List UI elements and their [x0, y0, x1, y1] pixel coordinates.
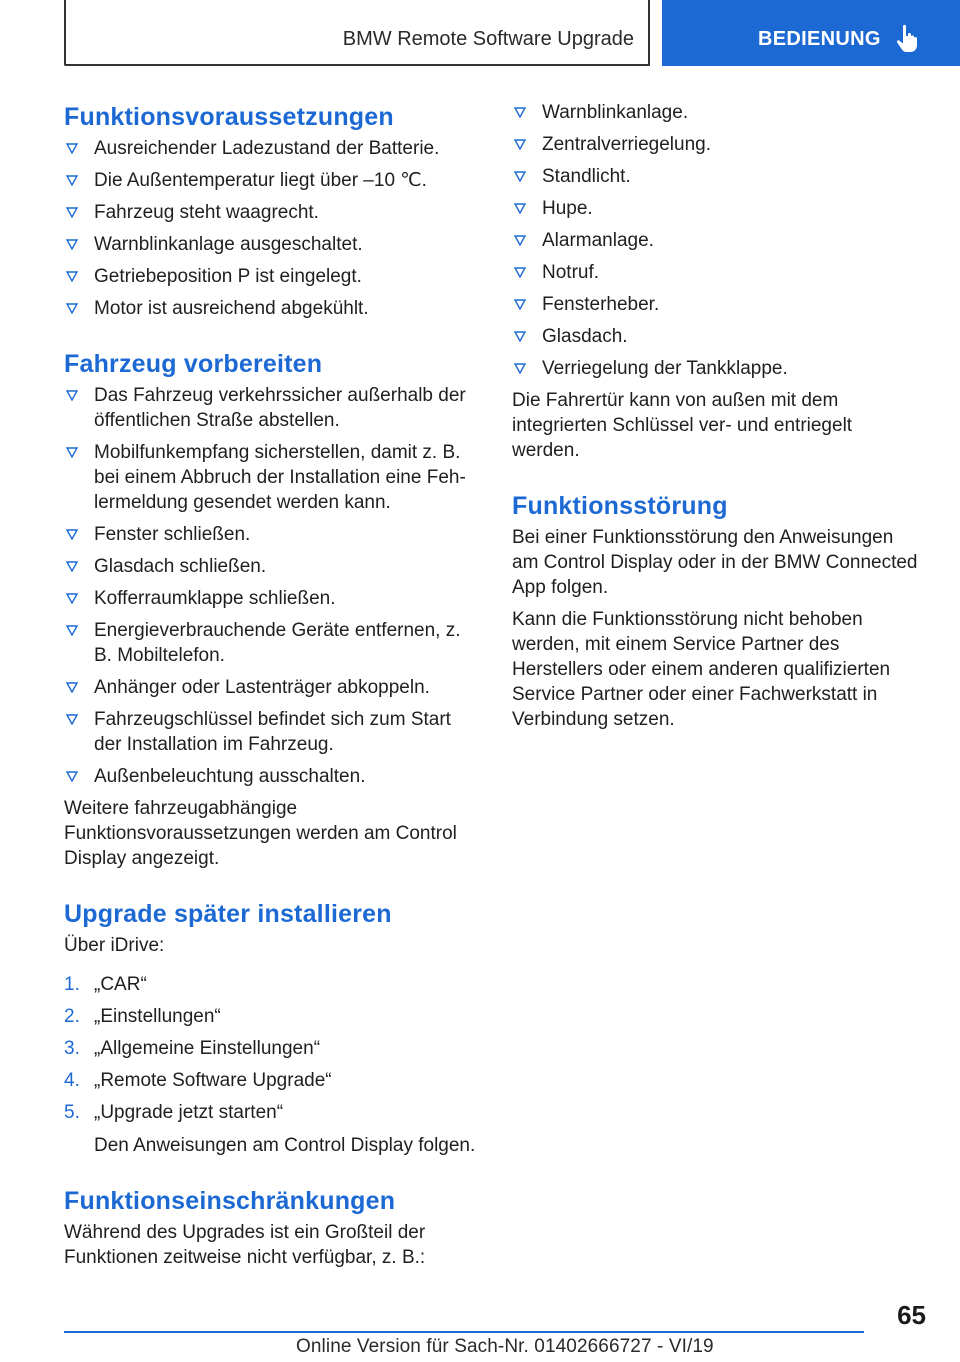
triangle-bullet-icon	[66, 271, 78, 282]
triangle-bullet-icon	[66, 561, 78, 572]
paragraph-idrive: Über iDrive:	[64, 935, 165, 956]
list-item: Glasdach.	[512, 324, 924, 349]
triangle-bullet-icon	[514, 267, 526, 278]
triangle-bullet-icon	[514, 299, 526, 310]
paragraph-further-requirements: Weitere fahrzeugabhängige Funktionsvoraussetzungen werden am Control Display angezeigt.	[64, 798, 457, 869]
triangle-bullet-icon	[514, 203, 526, 214]
triangle-bullet-icon	[66, 625, 78, 636]
step-item: 4. „Remote Software Upgrade“	[64, 1070, 332, 1091]
list-item: Warnblinkanlage ausgeschaltet.	[64, 232, 478, 257]
triangle-bullet-icon	[66, 682, 78, 693]
list-item: Fahrzeugschlüssel befindet sich zum Start der Installation im Fahrzeug.	[64, 707, 478, 757]
paragraph-restrictions: Während des Upgrades ist ein Großteil der Funktionen zeitweise nicht verfügbar, z. B.:	[64, 1222, 426, 1268]
paragraph-driver-door: Die Fahrertür kann von außen mit dem integrierten Schlüssel ver- und entriegelt werden.	[512, 390, 853, 461]
step-item: 3. „Allgemeine Einstellungen“	[64, 1038, 321, 1059]
heading-funktionseinschraenkungen: Funktionseinschränkungen	[64, 1187, 396, 1215]
heading-fahrzeug-vorbereiten: Fahrzeug vorbereiten	[64, 350, 323, 378]
list-item: Glasdach schließen.	[64, 554, 478, 579]
step-item: 5. „Upgrade jetzt starten“ Den Anweisungen am Control Display folgen.	[64, 1100, 478, 1158]
triangle-bullet-icon	[514, 107, 526, 118]
pointing-hand-icon	[895, 24, 921, 54]
step-sub-text: Den Anweisungen am Control Display folgen.	[94, 1135, 476, 1156]
paragraph-malfunction-instructions: Bei einer Funktionsstörung den Anweisungen am Control Display oder in der BMW Connected App folgen.	[512, 527, 918, 598]
list-item: Motor ist ausreichend abgekühlt.	[64, 296, 478, 321]
list-item: Anhänger oder Lastenträger abkoppeln.	[64, 675, 478, 700]
list-item: Notruf.	[512, 260, 924, 285]
list-item: Mobilfunkempfang sicherstellen, damit z. B. bei einem Abbruch der Installation eine Fehlermeldung gesendet werden kann.	[64, 440, 478, 515]
triangle-bullet-icon	[66, 143, 78, 154]
triangle-bullet-icon	[66, 714, 78, 725]
triangle-bullet-icon	[514, 363, 526, 374]
triangle-bullet-icon	[66, 239, 78, 250]
list-item: Verriegelung der Tankklappe.	[512, 356, 924, 381]
list-item: Außenbeleuchtung ausschalten.	[64, 764, 478, 789]
header-section-label: BEDIENUNG	[758, 28, 881, 50]
footer-text: Online Version für Sach-Nr. 01402666727 - VI/19	[296, 1336, 714, 1357]
triangle-bullet-icon	[66, 303, 78, 314]
triangle-bullet-icon	[66, 390, 78, 401]
list-item: Getriebeposition P ist eingelegt.	[64, 264, 478, 289]
triangle-bullet-icon	[66, 207, 78, 218]
steps-list	[64, 972, 478, 1158]
list-item: Die Außentemperatur liegt über –10 ℃.	[64, 168, 478, 193]
list-item: Kofferraumklappe schließen.	[64, 586, 478, 611]
list-item: Fensterheber.	[512, 292, 924, 317]
page-number: 65	[897, 1300, 926, 1330]
footer-divider	[64, 1331, 864, 1333]
triangle-bullet-icon	[66, 447, 78, 458]
triangle-bullet-icon	[66, 529, 78, 540]
requirements-list	[64, 136, 478, 321]
heading-funktionsstoerung: Funktionsstörung	[512, 492, 728, 520]
list-item: Alarmanlage.	[512, 228, 924, 253]
unavailable-functions-list	[512, 100, 924, 381]
list-item: Fenster schließen.	[64, 522, 478, 547]
preparation-list	[64, 383, 478, 789]
header-title: BMW Remote Software Upgrade	[342, 28, 634, 50]
list-item: Warnblinkanlage.	[512, 100, 924, 125]
triangle-bullet-icon	[66, 771, 78, 782]
triangle-bullet-icon	[514, 171, 526, 182]
step-item: 2. „Einstellungen“	[64, 1006, 221, 1027]
triangle-bullet-icon	[514, 139, 526, 150]
list-item: Standlicht.	[512, 164, 924, 189]
heading-upgrade-spaeter: Upgrade später installieren	[64, 900, 392, 928]
triangle-bullet-icon	[514, 235, 526, 246]
list-item: Fahrzeug steht waagrecht.	[64, 200, 478, 225]
triangle-bullet-icon	[514, 331, 526, 342]
paragraph-malfunction-service: Kann die Funktionsstörung nicht behoben werden, mit einem Service Partner des Herstellers oder einem anderen qualifizierten Service Partner oder einer Fachwerkstatt in Verbindung setzen.	[512, 609, 891, 730]
heading-funktionsvoraussetzungen: Funktionsvoraussetzungen	[64, 103, 394, 131]
triangle-bullet-icon	[66, 593, 78, 604]
triangle-bullet-icon	[66, 175, 78, 186]
header-section-tab	[662, 0, 960, 66]
right-column	[512, 100, 924, 739]
list-item: Energieverbrauchende Geräte entfernen, z. B. Mobiltelefon.	[64, 618, 478, 668]
list-item: Das Fahrzeug verkehrssicher außerhalb der öffentlichen Straße abstellen.	[64, 383, 478, 433]
left-column	[64, 100, 478, 1277]
list-item: Ausreichender Ladezustand der Batterie.	[64, 136, 478, 161]
step-item: 1. „CAR“	[64, 974, 147, 995]
list-item: Zentralverriegelung.	[512, 132, 924, 157]
header-title-box	[64, 0, 650, 66]
list-item: Hupe.	[512, 196, 924, 221]
